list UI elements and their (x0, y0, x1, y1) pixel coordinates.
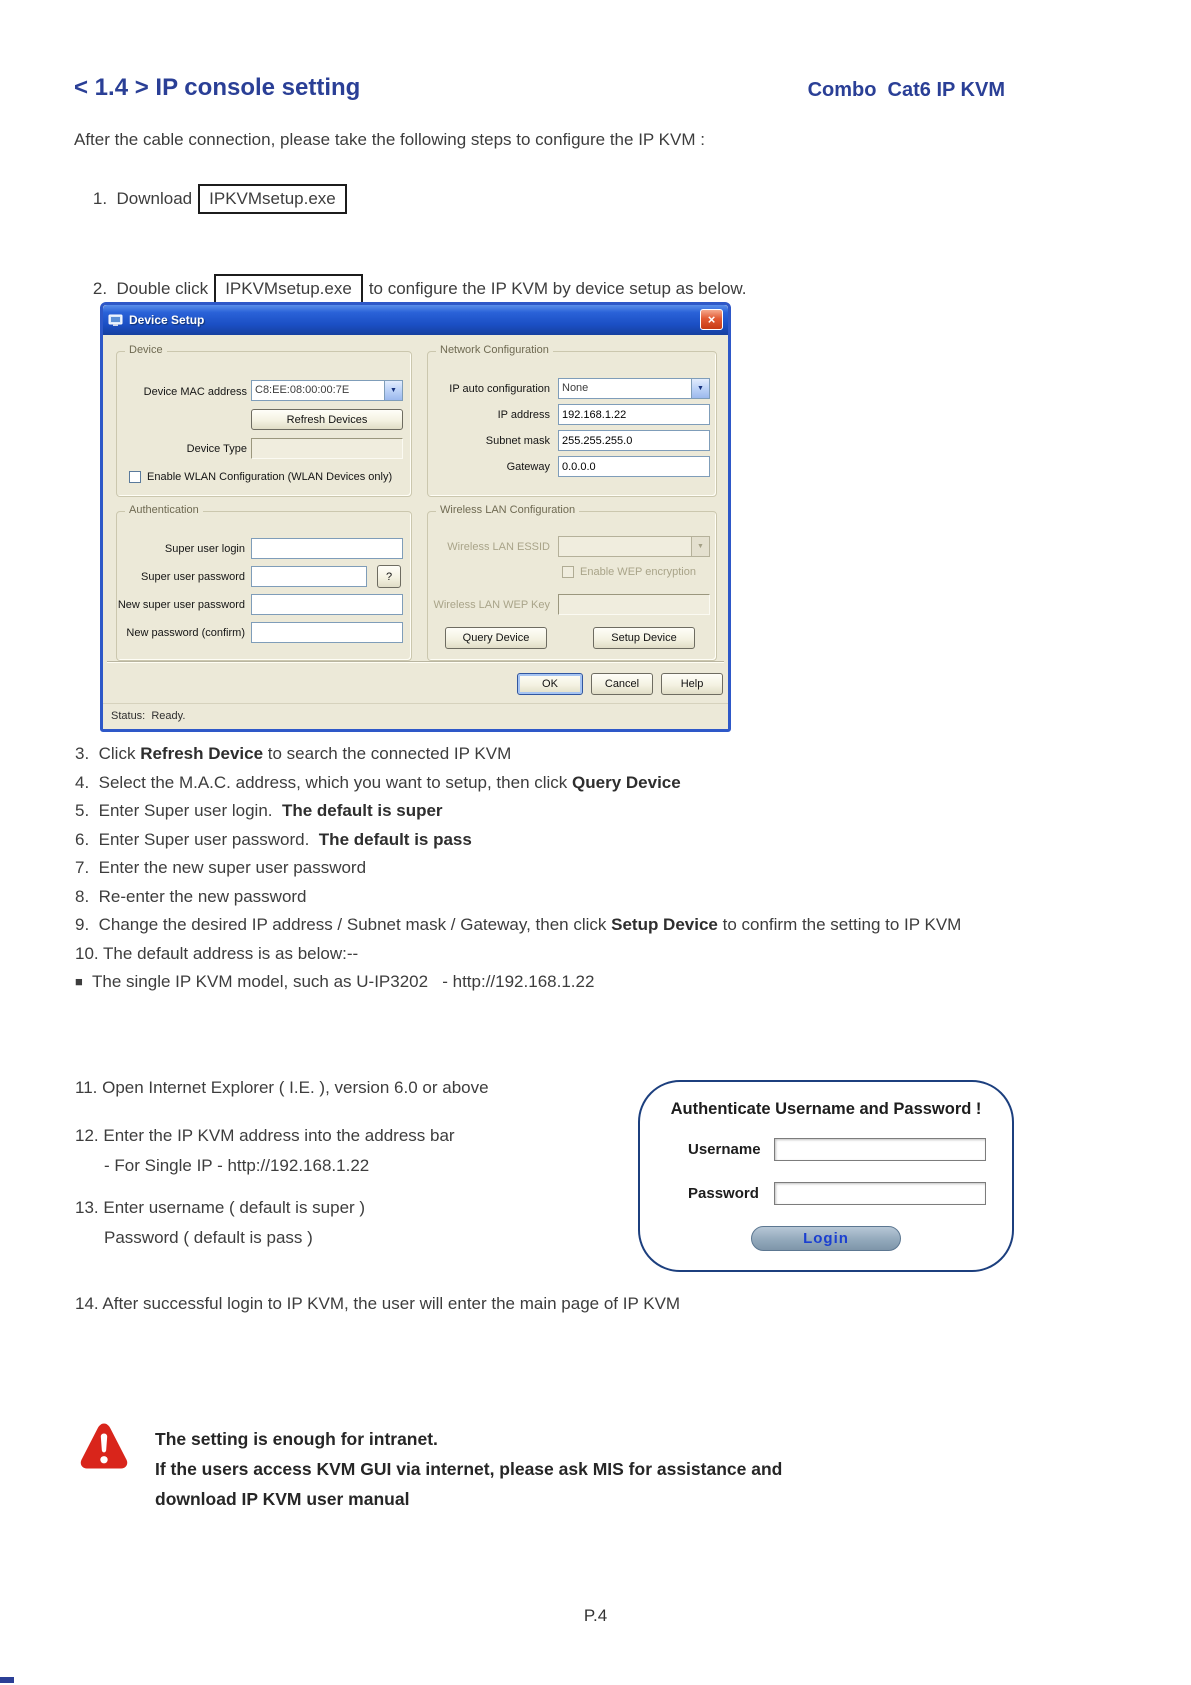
help-button[interactable]: Help (661, 673, 723, 695)
instruction-line-13b: Password ( default is pass ) (104, 1228, 313, 1247)
device-group-label: Device (125, 344, 167, 356)
username-row (688, 1138, 986, 1161)
authentication-group (116, 504, 412, 661)
page-title: < 1.4 > IP console setting (74, 74, 361, 101)
refresh-devices-button[interactable]: Refresh Devices (251, 409, 403, 430)
chevron-down-icon[interactable]: ▼ (384, 381, 402, 400)
wireless-group-label: Wireless LAN Configuration (436, 504, 579, 516)
dialog-statusbar: Status: Ready. (103, 703, 728, 729)
setup-device-button[interactable]: Setup Device (593, 627, 695, 649)
step-1 (74, 164, 353, 234)
login-panel-title: Authenticate Username and Password ! (670, 1100, 982, 1118)
subnet-mask-field[interactable] (558, 430, 710, 451)
instruction-line-4: 4. Select the M.A.C. address, which you want to setup, then click Query Device (75, 772, 681, 792)
new-password-label: New super user password (117, 599, 245, 611)
warning-line-2: If the users access KVM GUI via internet, please ask MIS for assistance and (155, 1459, 783, 1479)
dialog-title: Device Setup (129, 313, 205, 327)
mac-address-label: Device MAC address (143, 386, 247, 398)
bullet-square: ■ (75, 974, 83, 989)
device-setup-dialog (100, 302, 731, 732)
super-user-login-field[interactable] (251, 538, 403, 559)
password-help-button[interactable]: ? (377, 565, 401, 588)
step-1-filename-box: IPKVMsetup.exe (198, 184, 347, 214)
dialog-titlebar[interactable] (103, 305, 728, 335)
super-user-password-field[interactable] (251, 566, 367, 587)
new-password-field[interactable] (251, 594, 403, 615)
device-setup-icon (108, 313, 123, 328)
network-group-label: Network Configuration (436, 344, 553, 356)
dialog-divider (107, 661, 724, 663)
wireless-essid-label: Wireless LAN ESSID (447, 541, 550, 553)
password-row (688, 1182, 986, 1205)
cancel-button[interactable]: Cancel (591, 673, 653, 695)
instruction-line-9: 9. Change the desired IP address / Subnet mask / Gateway, then click Setup Device to confirm the setting to IP KVM (75, 915, 962, 934)
network-configuration-group (427, 344, 717, 497)
subnet-mask-label: Subnet mask (485, 435, 550, 447)
username-field[interactable] (774, 1138, 986, 1161)
authentication-group-label: Authentication (125, 504, 203, 516)
device-group (116, 344, 412, 497)
device-type-label: Device Type (186, 443, 247, 455)
ip-auto-config-combobox[interactable] (558, 378, 710, 399)
enable-wep-checkbox (562, 566, 574, 578)
bullet-line: ■ The single IP KVM model, such as U-IP3202 - http://192.168.1.22 (75, 972, 595, 991)
query-device-button[interactable]: Query Device (445, 627, 547, 649)
warning-text (155, 1424, 1055, 1514)
login-button[interactable]: Login (751, 1226, 901, 1251)
device-mac-combobox[interactable] (251, 380, 403, 401)
instruction-line-12b: - For Single IP - http://192.168.1.22 (104, 1156, 370, 1175)
wireless-essid-combobox (558, 536, 710, 557)
wep-key-label: Wireless LAN WEP Key (433, 599, 550, 611)
warning-line-1: The setting is enough for intranet. (155, 1429, 438, 1449)
intro-text: After the cable connection, please take the following steps to configure the IP KVM : (74, 130, 705, 149)
instruction-line-8: 8. Re-enter the new password (75, 886, 307, 906)
enable-wlan-label: Enable WLAN Configuration (WLAN Devices only) (147, 471, 393, 483)
login-panel (638, 1080, 1014, 1272)
confirm-password-label: New password (confirm) (126, 627, 245, 639)
password-field[interactable] (774, 1182, 986, 1205)
instruction-line-10: 10. The default address is as below:-- (75, 943, 359, 963)
enable-wlan-checkbox[interactable] (129, 471, 141, 483)
instruction-line-12: 12. Enter the IP KVM address into the address bar (75, 1126, 455, 1145)
instruction-line-7: 7. Enter the new super user password (75, 858, 367, 877)
step-2-text: 2. Double click (92, 279, 209, 298)
ip-address-label: IP address (497, 409, 550, 421)
step-2-text-suffix: to configure the IP KVM by device setup as below. (368, 279, 747, 298)
instruction-line-6: 6. Enter Super user password. The default is pass (75, 829, 472, 849)
instructions-list (75, 740, 1165, 997)
device-type-field (251, 438, 403, 459)
warning-icon (79, 1418, 129, 1474)
enable-wep-label: Enable WEP encryption (580, 566, 696, 578)
gateway-label: Gateway (506, 461, 550, 473)
chevron-down-icon[interactable]: ▼ (691, 379, 709, 398)
close-icon[interactable]: × (700, 309, 723, 330)
ip-address-field[interactable] (558, 404, 710, 425)
instruction-line-13: 13. Enter username ( default is super ) (75, 1198, 366, 1217)
ok-button[interactable]: OK (517, 673, 583, 695)
wep-key-field (558, 594, 710, 615)
instruction-line-11: 11. Open Internet Explorer ( I.E. ), version 6.0 or above (75, 1078, 489, 1097)
warning-line-3: download IP KVM user manual (155, 1489, 410, 1509)
chevron-down-icon: ▼ (691, 537, 709, 556)
super-user-password-label: Super user password (141, 571, 245, 583)
brand-title: Combo Cat6 IP KVM (807, 79, 1005, 101)
ip-auto-config-value: None (562, 382, 589, 394)
step-1-text: 1. Download (92, 189, 193, 208)
step-2-filename-box: IPKVMsetup.exe (214, 274, 363, 304)
instruction-line-5: 5. Enter Super user login. The default is super (75, 801, 443, 820)
instruction-line-14: 14. After successful login to IP KVM, the user will enter the main page of IP KVM (75, 1294, 681, 1313)
ip-auto-config-label: IP auto configuration (449, 383, 550, 395)
super-user-login-label: Super user login (164, 543, 245, 555)
mac-address-value: C8:EE:08:00:00:7E (255, 384, 350, 396)
instruction-line-3: 3. Click Refresh Device to search the connected IP KVM (75, 744, 512, 763)
username-label: Username (688, 1141, 761, 1158)
gateway-field[interactable] (558, 456, 710, 477)
confirm-password-field[interactable] (251, 622, 403, 643)
page-number: P.4 (583, 1606, 608, 1625)
scan-corner-mark (0, 1677, 14, 1683)
password-label: Password (688, 1185, 759, 1202)
